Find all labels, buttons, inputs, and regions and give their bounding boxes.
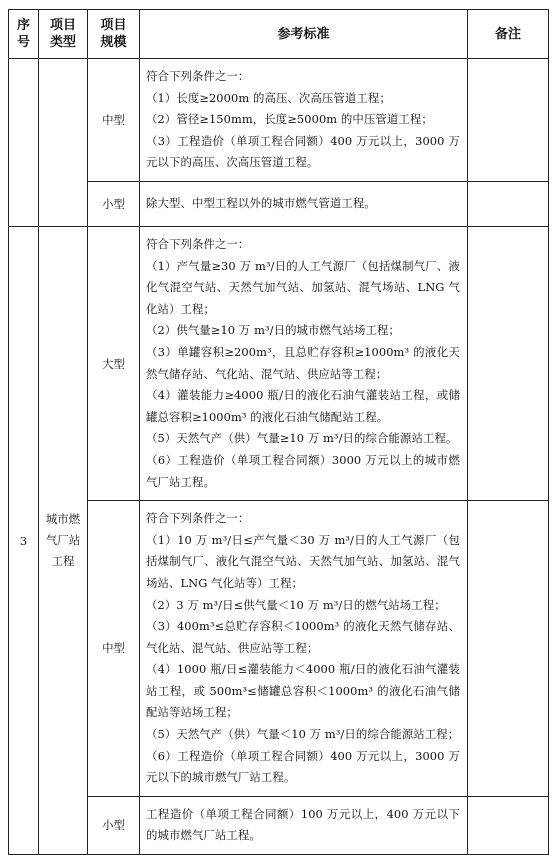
criteria-line: 符合下列条件之一： xyxy=(146,511,250,526)
seq-cell xyxy=(9,59,39,227)
seq-cell: 3 xyxy=(9,227,39,855)
table-row xyxy=(9,59,549,182)
criteria-line: （3）单罐容积≥200m³，且总贮存容积≥1000m³ 的液化天然气储存站、气化站、混气站、供应站等工程； xyxy=(146,344,460,381)
scale-cell: 大型 xyxy=(88,227,140,501)
criteria-line: （2）3 万 m³/日≤供气量＜10 万 m³/日的燃气站场工程； xyxy=(146,597,446,612)
table-row xyxy=(9,501,549,797)
table-row xyxy=(9,227,549,501)
header-criteria: 参考标准 xyxy=(140,10,468,59)
table-row xyxy=(9,182,549,227)
criteria-cell xyxy=(140,59,468,182)
header-project-type: 项目 类型 xyxy=(39,10,88,59)
criteria-line: （2）供气量≥10 万 m³/日的城市燃气站场工程； xyxy=(146,323,400,338)
remarks-cell xyxy=(468,227,549,501)
criteria-line: （2）管径≥150mm，长度≥5000m 的中压管道工程； xyxy=(146,112,433,127)
criteria-line: （1）长度≥2000m 的高压、次高压管道工程； xyxy=(146,90,391,105)
standards-table xyxy=(8,9,549,855)
project-type-label: 城市燃气厂站工程 xyxy=(45,512,81,569)
scale-cell: 小型 xyxy=(88,182,140,227)
remarks-cell xyxy=(468,796,549,854)
criteria-line: 除大型、中型工程以外的城市燃气管道工程。 xyxy=(146,196,376,211)
criteria-line: （3）工程造价（单项工程合同额）400 万元以上，3000 万元以下的高压、次高压管道工程。 xyxy=(146,133,460,170)
criteria-line: （3）400m³≤总贮存容积＜1000m³ 的液化天然气储存站、气化站、混气站、供应站等工程； xyxy=(146,619,460,655)
document-page xyxy=(8,9,548,843)
criteria-line: （5）天然气产（供）气量＜10 万 m³/日的综合能源站工程； xyxy=(146,727,460,742)
header-row xyxy=(9,10,549,59)
criteria-line: （6）工程造价（单项工程合同额）3000 万元以上的城市燃气厂站工程。 xyxy=(146,452,460,489)
scale-cell: 中型 xyxy=(88,59,140,182)
criteria-line: 符合下列条件之一： xyxy=(146,237,250,251)
criteria-line: （4）1000 瓶/日≤灌装能力＜4000 瓶/日的液化石油气灌装站工程，或 500m³≤储罐总容积＜1000m³ 的液化石油气储配站等站场工程； xyxy=(146,662,460,720)
criteria-cell xyxy=(140,182,468,227)
criteria-cell xyxy=(140,227,468,501)
criteria-line: （6）工程造价（单项工程合同额）400 万元以上，3000 万元以下的城市燃气厂站工程。 xyxy=(146,748,460,785)
header-remarks: 备注 xyxy=(468,10,549,59)
criteria-cell xyxy=(140,796,468,854)
type-cell xyxy=(39,227,88,855)
scale-cell: 小型 xyxy=(88,796,140,854)
remarks-cell xyxy=(468,501,549,797)
criteria-cell xyxy=(140,501,468,797)
scale-cell: 中型 xyxy=(88,501,140,797)
criteria-line: 符合下列条件之一： xyxy=(146,69,250,84)
criteria-line: 工程造价（单项工程合同额）100 万元以上，400 万元以下的城市燃气厂站工程。 xyxy=(146,806,460,843)
table-row xyxy=(9,796,549,854)
criteria-line: （1）10 万 m³/日≤产气量＜30 万 m³/日的人工气源厂（包括煤制气厂、液化气混空气站、天然气加气站、加氢站、混气场站、LNG 气化站等）工程； xyxy=(146,532,460,590)
remarks-cell xyxy=(468,182,549,227)
criteria-line: （5）天然气产（供）气量≥10 万 m³/日的综合能源站工程。 xyxy=(146,431,458,446)
criteria-line: （4）灌装能力≥4000 瓶/日的液化石油气灌装站工程，或储罐总容积≥1000m³ 的液化石油气储配站工程。 xyxy=(146,388,460,424)
remarks-cell xyxy=(468,59,549,182)
type-cell xyxy=(39,59,88,227)
header-seq: 序 号 xyxy=(9,10,39,59)
header-project-scale: 项目 规模 xyxy=(88,10,140,59)
criteria-line: （1）产气量≥30 万 m³/日的人工气源厂（包括煤制气厂、液化气混空气站、天然气加气站、加氢站、混气场站、LNG 气化站）工程； xyxy=(146,258,460,316)
